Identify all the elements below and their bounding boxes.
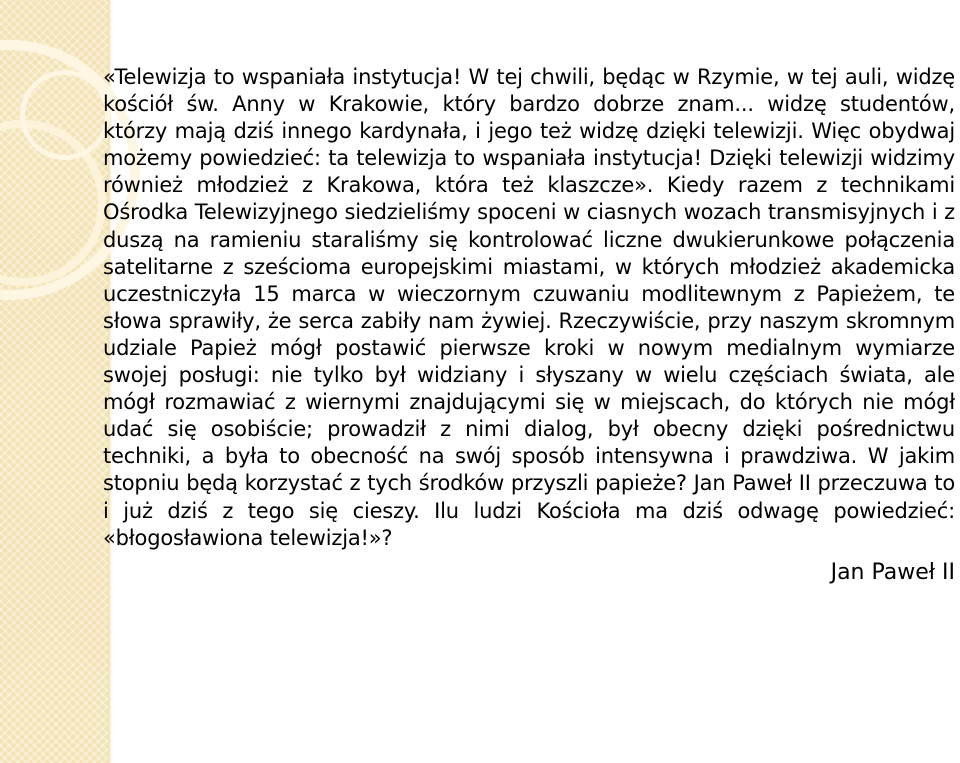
quote-author: Jan Paweł II [830,559,955,585]
decorative-ring-small [20,70,110,160]
slide-content [103,64,955,585]
quote-text: «Telewizja to wspaniała instytucja! W tej chwili, będąc w Rzymie, w tej auli, widzę kościół św. Anny w Krakowie, który bardzo dobrze znam... widzę studentów, którzy mają dziś innego kardynała, i jego też widzę dzięki telewizji. Więc obydwaj możemy powiedzieć: ta telewizja to wspaniała instytucja! Dzięki telewizji widzimy również młodzież z Krakowa, która też klaszcze». Kiedy razem z technikami Ośrodka Telewizyjnego siedzieliśmy spoceni w ciasnych wozach transmisyjnych i z duszą na ramieniu staraliśmy się kontrolować liczne dwukierunkowe połączenia satelitarne z sześcioma europejskimi miastami, w których młodzież akademicka uczestniczyła 15 marca w wieczornym czuwaniu modlitewnym z Papieżem, te słowa sprawiły, że serca zabiły nam żywiej. Rzeczywiście, przy naszym skromnym udziale Papież mógł postawić pierwsze kroki w nowym medialnym wymiarze swojej posługi: nie tylko był widziany i słyszany w wielu częściach świata, ale mógł rozmawiać z wiernymi znajdującymi się w miejscach, do których nie mógł udać się osobiście; prowadził z nimi dialog, był obecny dzięki pośrednictwu techniki, a była to obecność na swój sposób intensywna i prawdziwa. W jakim stopniu będą korzystać z tych środków przyszli papieże? Jan Paweł II przeczuwa to i już dziś z tego się cieszy. Ilu ludzi Kościoła ma dziś odwagę powiedzieć: «błogosławiona telewizja!»? [103,65,955,550]
